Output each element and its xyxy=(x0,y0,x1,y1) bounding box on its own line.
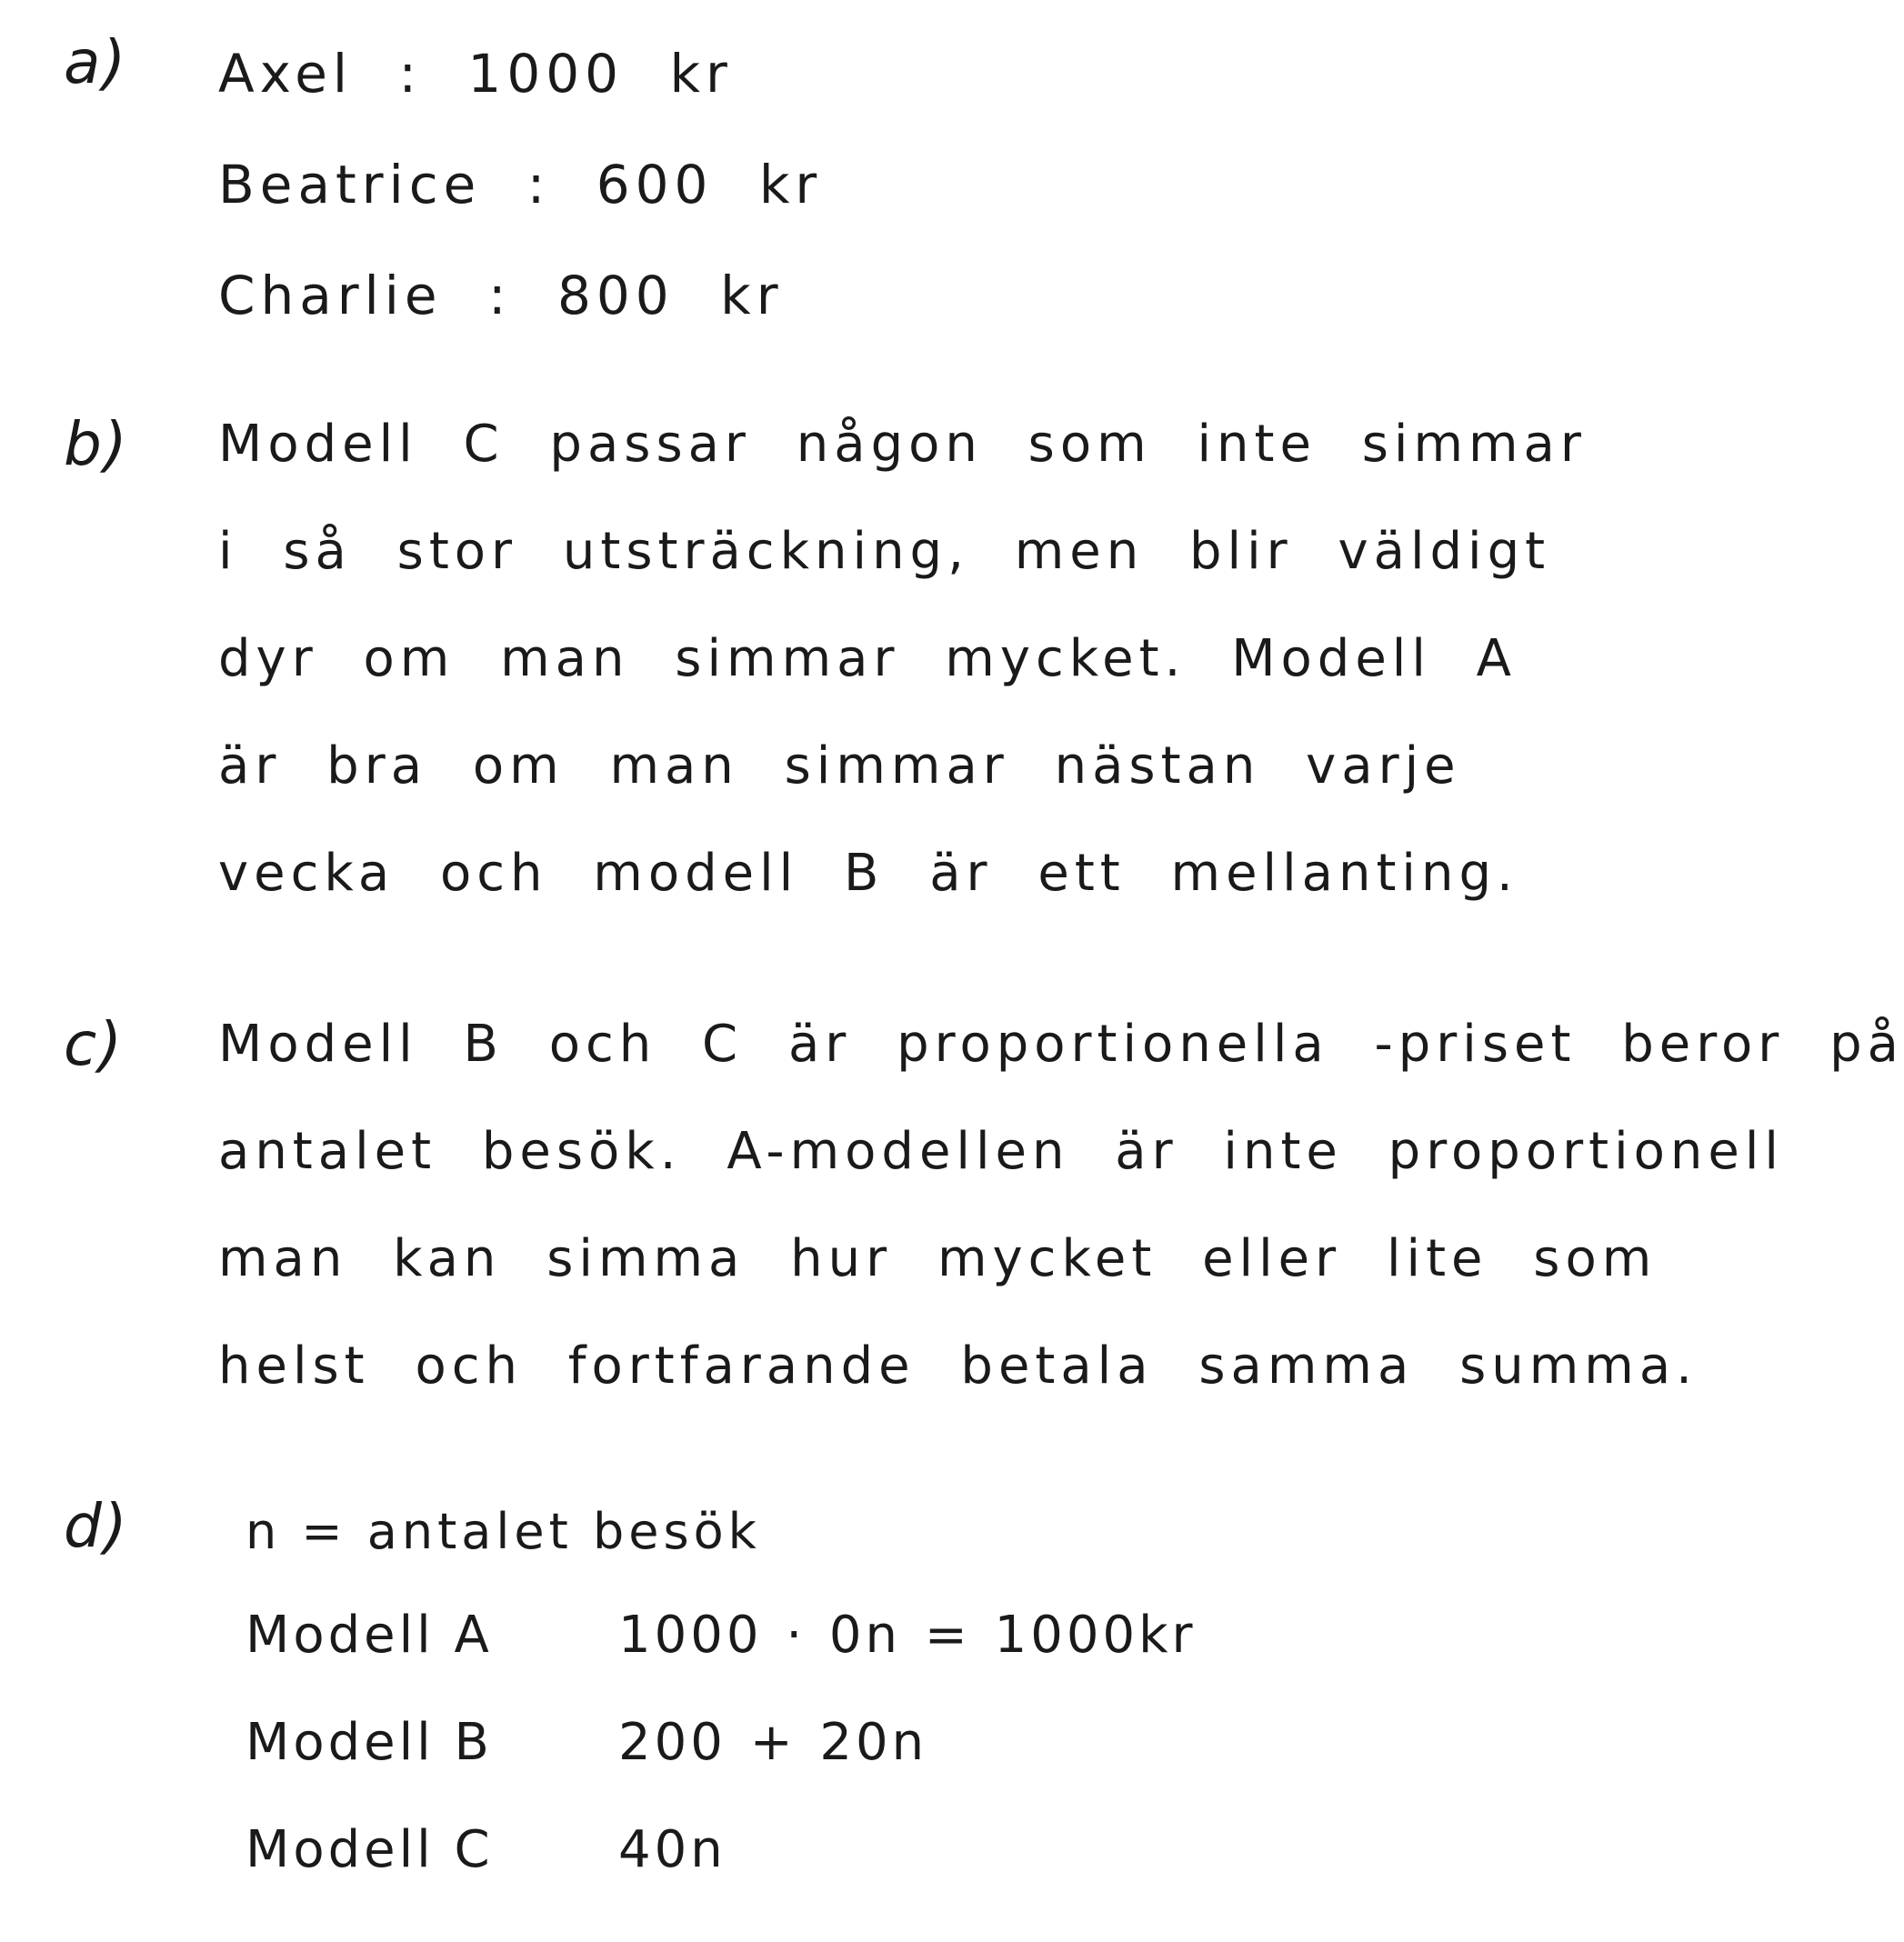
answer-line: Axel : 1000 kr xyxy=(218,43,733,105)
answer-line: antalet besök. A-modellen är inte proportionell xyxy=(218,1122,1784,1181)
variable-definition: n = antalet besök xyxy=(246,1503,761,1560)
model-formula: 40n xyxy=(618,1820,727,1879)
model-name: Modell B xyxy=(246,1713,493,1772)
answer-line: är bra om man simmar nästan varje xyxy=(218,736,1461,796)
answer-line: Beatrice : 600 kr xyxy=(218,154,823,215)
answer-line: Charlie : 800 kr xyxy=(218,265,784,326)
section-a-lines xyxy=(218,18,1727,351)
model-formula: 200 + 20n xyxy=(618,1713,928,1772)
answer-line: dyr om man simmar mycket. Modell A xyxy=(218,629,1517,688)
section-b-lines xyxy=(218,391,1727,927)
section-b-label: b) xyxy=(64,409,129,479)
section-d-lines xyxy=(246,1482,1727,1904)
answer-line: man kan simma hur mycket eller lite som xyxy=(218,1229,1658,1288)
answer-line: helst och fortfarande betala samma summa. xyxy=(218,1336,1698,1396)
model-formula: 1000 · 0n = 1000kr xyxy=(618,1606,1197,1665)
formula-row xyxy=(246,1582,1727,1689)
model-name: Modell C xyxy=(246,1820,494,1879)
section-c-lines xyxy=(218,991,1904,1420)
formula-row xyxy=(246,1797,1727,1904)
section-c-label: c) xyxy=(64,1009,125,1079)
formula-row xyxy=(246,1689,1727,1797)
model-name: Modell A xyxy=(246,1606,493,1665)
answer-line: Modell B och C är proportionella -priset beror på xyxy=(218,1015,1904,1074)
answer-line: vecka och modell B är ett mellanting. xyxy=(218,844,1518,903)
answer-line: i så stor utsträckning, men blir väldigt xyxy=(218,522,1551,581)
section-a-label: a) xyxy=(64,27,128,97)
answer-line: Modell C passar någon som inte simmar xyxy=(218,415,1587,474)
section-d-label: d) xyxy=(64,1491,129,1561)
